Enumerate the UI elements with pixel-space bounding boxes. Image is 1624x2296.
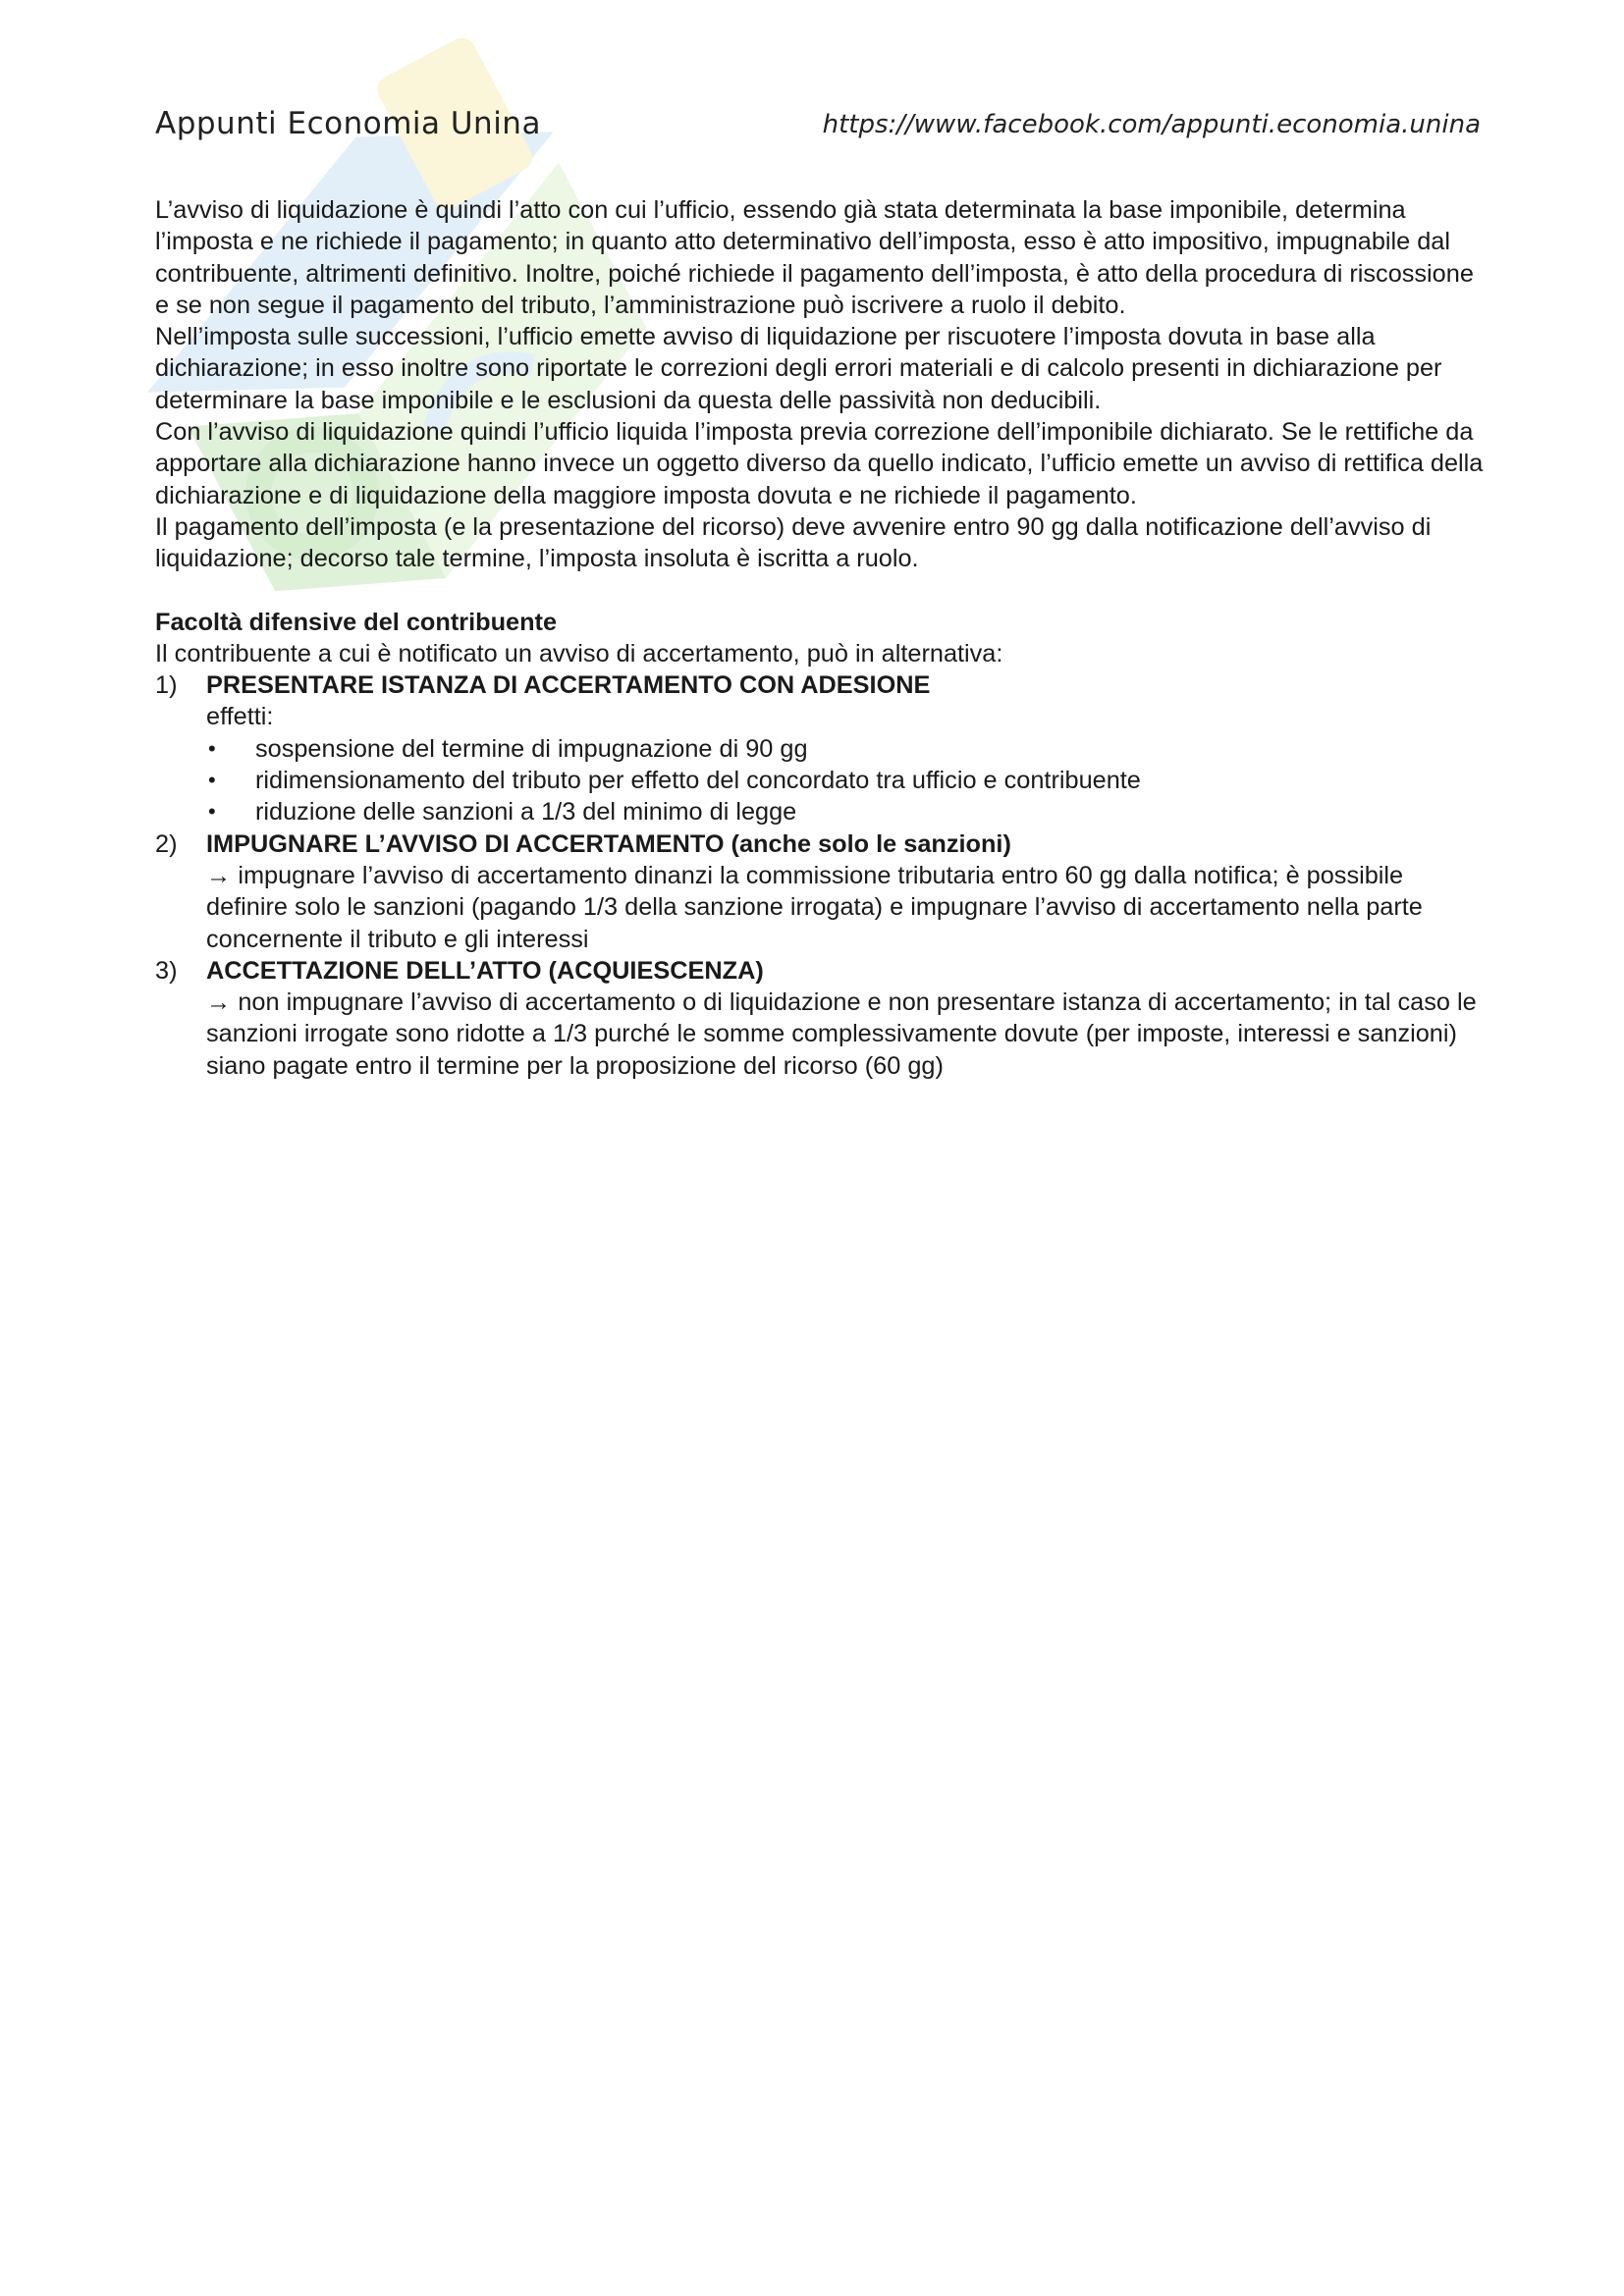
effect-text: sospensione del termine di impugnazione di 90 gg bbox=[255, 734, 808, 763]
list-item bbox=[206, 765, 1490, 796]
effects-list bbox=[206, 733, 1490, 828]
spacer bbox=[155, 575, 1490, 607]
header-link[interactable]: https://www.facebook.com/appunti.economia.unina bbox=[822, 110, 1481, 139]
list-item bbox=[155, 955, 1490, 1082]
item-title: PRESENTARE ISTANZA DI ACCERTAMENTO CON ADESIONE bbox=[206, 671, 931, 700]
item-text: non impugnare l’avviso di accertamento o di liquidazione e non presentare istanza di accertamento; in tal caso le sanzioni irrogate sono ridotte a 1/3 purché le somme complessivamente dovute (per imposte, interessi e sanzioni) siano pagate entro il termine per la proposizione del ricorso (60 gg) bbox=[206, 988, 1477, 1080]
item-title: ACCETTAZIONE DELL’ATTO (ACQUIESCENZA) bbox=[206, 956, 764, 985]
list-item bbox=[206, 796, 1490, 828]
section-title: Facoltà difensive del contribuente bbox=[155, 608, 558, 636]
page-header bbox=[155, 106, 1481, 153]
bullet-icon: • bbox=[208, 735, 216, 761]
bullet-icon: • bbox=[208, 799, 216, 825]
paragraph-1: L’avviso di liquidazione è quindi l’atto con cui l’ufficio, essendo già stata determinata la base imponibile, determina l’imposta e ne richiede il pagamento; in quanto atto determinativo dell’imposta, esso è atto impositivo, impugnabile dal contribuente, altrimenti definitivo. Inoltre, poiché richiede il pagamento dell’imposta, è atto della procedura di riscossione e se non segue il pagamento del tributo, l’amministrazione può iscrivere a ruolo il debito. bbox=[155, 196, 1474, 319]
list-item bbox=[206, 733, 1490, 765]
item-number: 3) bbox=[155, 956, 178, 985]
right-arrow-icon: → bbox=[206, 988, 239, 1017]
section-intro: Il contribuente a cui è notificato un avviso di accertamento, può in alternativa: bbox=[155, 639, 1003, 667]
paragraph-4: Il pagamento dell’imposta (e la presentazione del ricorso) deve avvenire entro 90 gg dalla notificazione dell’avviso di liquidazione; decorso tale termine, l’imposta insoluta è iscritta a ruolo. bbox=[155, 512, 1432, 573]
effect-text: riduzione delle sanzioni a 1/3 del minimo di legge bbox=[255, 798, 797, 827]
effects-label: effetti: bbox=[206, 703, 274, 731]
item-number: 2) bbox=[155, 829, 178, 858]
right-arrow-icon: → bbox=[206, 861, 239, 889]
list-item bbox=[155, 669, 1490, 828]
bullet-icon: • bbox=[208, 768, 216, 793]
effect-text: ridimensionamento del tributo per effetto del concordato tra ufficio e contribuente bbox=[255, 767, 1141, 795]
item-title: IMPUGNARE L’AVVISO DI ACCERTAMENTO (anche solo le sanzioni) bbox=[206, 829, 1011, 858]
item-number: 1) bbox=[155, 671, 178, 700]
list-item bbox=[155, 828, 1490, 955]
item-text: impugnare l’avviso di accertamento dinanzi la commissione tributaria entro 60 gg dalla notifica; è possibile definire solo le sanzioni (pagando 1/3 della sanzione irrogata) e impugnare l’avviso di accertamento nella parte concernente il tributo e gli interessi bbox=[206, 861, 1423, 953]
header-title: Appunti Economia Unina bbox=[155, 106, 541, 141]
defenses-list bbox=[155, 669, 1490, 1082]
document-body bbox=[155, 194, 1490, 1082]
paragraph-2: Nell’imposta sulle successioni, l’ufficio emette avviso di liquidazione per riscuotere l’imposta dovuta in base alla dichiarazione; in esso inoltre sono riportate le correzioni degli errori materiali e di calcolo presenti in dichiarazione per determinare la base imponibile e le esclusioni da questa delle passività non deducibili. bbox=[155, 323, 1442, 414]
paragraph-3: Con l’avviso di liquidazione quindi l’ufficio liquida l’imposta previa correzione dell’imponibile dichiarato. Se le rettifiche da apportare alla dichiarazione hanno invece un oggetto diverso da quello indicato, l’ufficio emette un avviso di rettifica della dichiarazione e di liquidazione della maggiore imposta dovuta e ne richiede il pagamento. bbox=[155, 418, 1484, 509]
